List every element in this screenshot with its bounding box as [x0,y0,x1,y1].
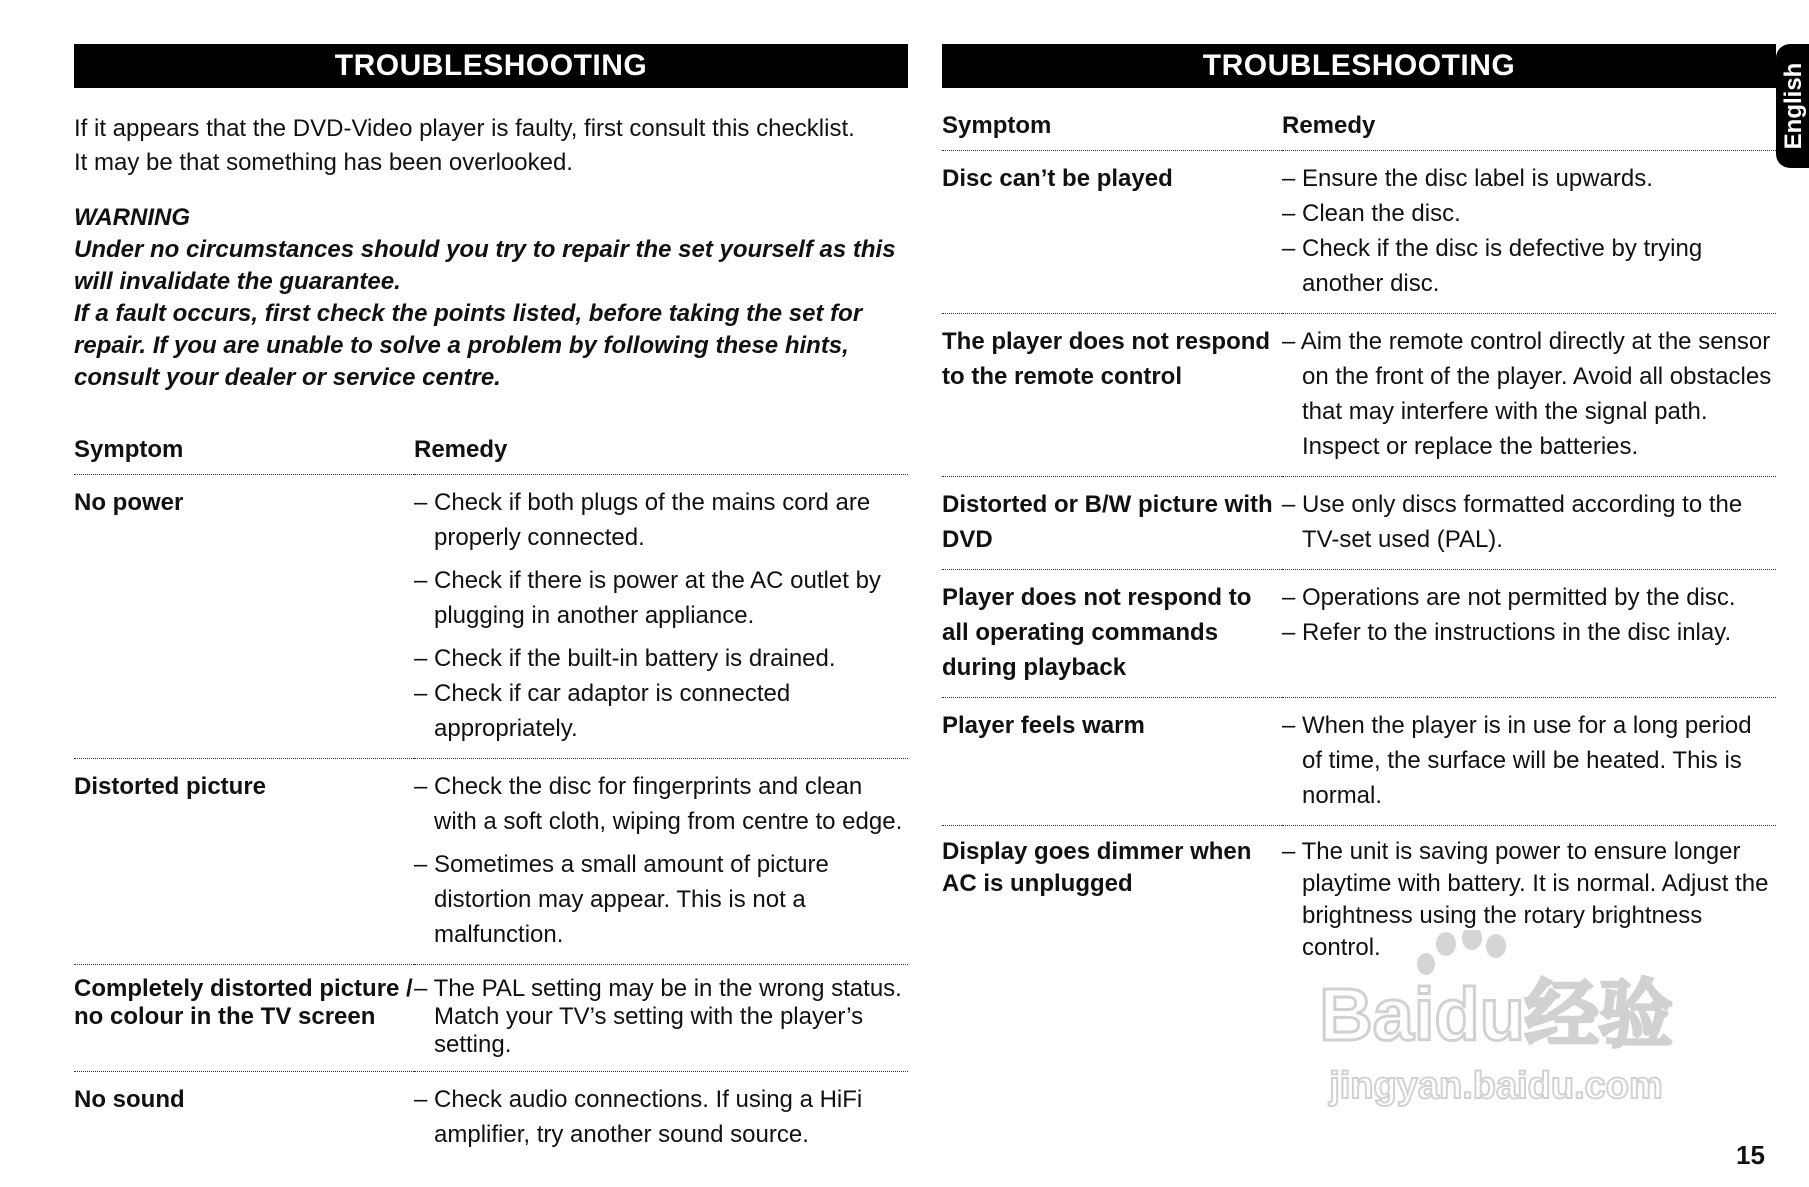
remedy-item: – Aim the remote control directly at the sensor on the front of the player. Avoid all obstacles that may interfere with the signal path. Inspect or replace the batteries. [1282,328,1772,460]
symptom-cell: The player does not respond to the remote control [942,314,1282,477]
right-section-title: TROUBLESHOOTING [942,44,1776,88]
page-number: 15 [1736,1140,1765,1170]
remedy-cell [1282,151,1776,314]
table-row [942,477,1776,570]
table-row [942,314,1776,477]
remedy-item: – Check the disc for fingerprints and clean with a soft cloth, wiping from centre to edge. [414,773,903,835]
remedy-item: – Check if the built-in battery is drained. [414,645,836,672]
symptom-cell: Disc can’t be played [942,151,1282,314]
table-row [74,965,908,1072]
symptom-cell: Completely distorted picture / no colour in the TV screen [74,965,414,1072]
remedy-item: – Ensure the disc label is upwards. [1282,165,1653,192]
warning-block [74,202,908,394]
remedy-cell [1282,477,1776,570]
remedy-header: Remedy [414,430,908,475]
remedy-item: – The PAL setting may be in the wrong status. Match your TV’s setting with the player’s setting. [414,975,902,1058]
remedy-item: – Refer to the instructions in the disc inlay. [1282,619,1732,646]
symptom-header: Symptom [942,106,1282,151]
symptom-cell: No power [74,475,414,759]
left-section-title: TROUBLESHOOTING [74,44,908,88]
symptom-header: Symptom [74,430,414,475]
intro-text [74,112,908,180]
symptom-cell: Player feels warm [942,698,1282,826]
intro-line-1: If it appears that the DVD-Video player is faulty, first consult this checklist. [74,115,855,142]
remedy-cell [1282,698,1776,826]
watermark-brand: Baidu经验 [1319,973,1673,1056]
language-tab-label: English [1780,62,1807,150]
right-troubleshooting-table [942,106,1776,976]
symptom-cell: No sound [74,1086,185,1113]
remedy-cell [414,965,908,1072]
remedy-item: – Check if there is power at the AC outlet by plugging in another appliance. [414,567,881,629]
remedy-item: – Check audio connections. If using a HiFi amplifier, try another sound source. [414,1086,863,1148]
remedy-item: – When the player is in use for a long period of time, the surface will be heated. This is normal. [1282,712,1752,809]
warning-line-2: If a fault occurs, first check the points listed, before taking the set for repair. If you are unable to solve a problem by following these hints, consult your dealer or service centre. [74,300,863,391]
remedy-cell [1282,314,1776,477]
table-row [74,759,908,965]
table-row [74,475,908,759]
baidu-watermark-icon [1276,930,1716,1110]
remedy-item: – Check if the disc is defective by trying another disc. [1282,235,1703,297]
warning-heading: WARNING [74,204,190,231]
remedy-item: – Check if car adaptor is connected appropriately. [414,680,791,742]
table-row [942,151,1776,314]
right-column [942,44,1776,976]
symptom-cell: Player does not respond to all operating commands during playback [942,570,1282,698]
warning-line-1: Under no circumstances should you try to repair the set yourself as this will invalidate the guarantee. [74,236,896,295]
remedy-cell [414,1072,908,1165]
remedy-item: – Operations are not permitted by the disc. [1282,584,1736,611]
language-tab [1776,44,1809,168]
table-header-row [942,106,1776,151]
left-troubleshooting-table [74,430,908,1164]
remedy-cell [1282,570,1776,698]
remedy-cell [414,759,908,965]
table-header-row [74,430,908,475]
table-row [74,1072,908,1165]
symptom-cell: Display goes dimmer when AC is unplugged [942,838,1252,897]
remedy-header: Remedy [1282,106,1776,151]
remedy-item: – Clean the disc. [1282,200,1461,227]
symptom-cell: Distorted picture [74,759,414,965]
remedy-item: – The unit is saving power to ensure longer playtime with battery. It is normal. Adjust the brightness using the rotary brightness control. [1282,838,1769,961]
left-column [74,44,908,1164]
watermark-url: jingyan.baidu.com [1329,1065,1663,1107]
symptom-cell: Distorted or B/W picture with DVD [942,477,1282,570]
remedy-cell [414,475,908,759]
remedy-item: – Use only discs formatted according to the TV-set used (PAL). [1282,491,1743,553]
table-row [942,570,1776,698]
table-row [942,698,1776,826]
remedy-item: – Check if both plugs of the mains cord are properly connected. [414,489,871,551]
remedy-item: – Sometimes a small amount of picture distortion may appear. This is not a malfunction. [414,851,829,948]
intro-line-2: It may be that something has been overlooked. [74,149,573,176]
